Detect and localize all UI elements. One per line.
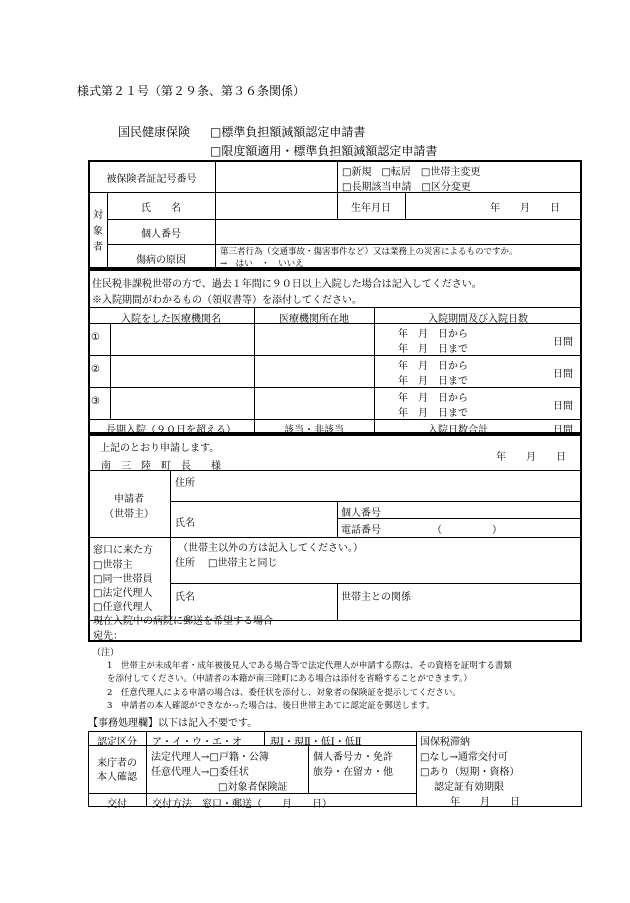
tax-yes-option[interactable]: □あり（短期・資格） bbox=[420, 767, 520, 778]
applicant-name-label: 氏名 bbox=[175, 518, 195, 529]
total-days-value[interactable]: 日間 bbox=[553, 425, 573, 436]
col-hospital-name: 入院をした医療機関名 bbox=[121, 314, 221, 325]
visitor-check-label: 来庁者の bbox=[97, 758, 137, 769]
birth-label: 生年月日 bbox=[351, 203, 391, 214]
note-item: 2 任意代理人による申請の場合は、委任状を添付し、対象者の保険証を提示してください。 bbox=[107, 688, 461, 698]
hospital-location-field-2[interactable] bbox=[255, 356, 373, 386]
title-prefix: 国民健康保険 bbox=[118, 125, 191, 139]
applicant-phone-label: 電話番号 bbox=[341, 525, 381, 536]
insurance-card-check[interactable]: □対象者保険証 bbox=[218, 782, 288, 793]
title-line1[interactable]: □標準負担額減額認定申請書 bbox=[210, 125, 366, 139]
visitor-check-sublabel: 本人確認 bbox=[97, 772, 137, 783]
period-from-3[interactable]: 年 月 日から bbox=[398, 393, 468, 404]
note-item: 1 世帯主が未成年者・成年被後見人である場合等で法定代理人が申請する際は、その資格を証明する書類 bbox=[107, 661, 512, 671]
cause-question: 第三者行為（交通事故・傷害事件など）又は業務上の災害によるものですか。 bbox=[220, 247, 518, 257]
applicant-phone-field[interactable]: （ ） bbox=[432, 525, 502, 536]
applicant-label: 申請者 bbox=[114, 494, 144, 505]
name-label: 氏 名 bbox=[141, 203, 181, 214]
applicant-name-field[interactable] bbox=[200, 503, 335, 535]
mailing-address-label: 宛先： bbox=[93, 631, 123, 642]
issue-method[interactable]: 交付方法 窓口・郵送（ 月 日） bbox=[152, 799, 332, 810]
period-days-1[interactable]: 日間 bbox=[553, 337, 573, 348]
office-header: 【事務処理欄】以下は記入不要です。 bbox=[88, 718, 258, 729]
visitor-option-voluntary-rep[interactable]: □任意代理人 bbox=[93, 602, 153, 613]
hospitalization-note2: ※入院期間がわかるもの（領収書等）を添付してください。 bbox=[92, 295, 362, 306]
birth-date-field[interactable]: 年 月 日 bbox=[490, 203, 560, 214]
period-from-1[interactable]: 年 月 日から bbox=[398, 329, 468, 340]
row-number: ③ bbox=[91, 396, 100, 407]
application-statement: 上記のとおり申請します。 bbox=[100, 443, 220, 454]
application-date[interactable]: 年 月 日 bbox=[496, 452, 566, 463]
personal-number-field[interactable] bbox=[216, 220, 581, 243]
name-field[interactable] bbox=[216, 193, 336, 218]
visitor-relation-label: 世帯主との関係 bbox=[341, 592, 411, 603]
total-days-label: 入院日数合計 bbox=[428, 425, 488, 436]
period-days-2[interactable]: 日間 bbox=[553, 369, 573, 380]
period-to-2[interactable]: 年 月 日まで bbox=[398, 376, 468, 387]
visitor-option-householder[interactable]: □世帯主 bbox=[93, 560, 133, 571]
note-item: 3 申請者の本人確認ができなかった場合は、後日世帯主あてに認定証を郵送します。 bbox=[107, 701, 435, 711]
voluntary-rep-docs[interactable]: 任意代理人→□委任状 bbox=[151, 767, 249, 778]
period-to-3[interactable]: 年 月 日まで bbox=[398, 408, 468, 419]
applicant-id-field[interactable] bbox=[390, 502, 580, 517]
hospitalization-note1: 住民税非課税世帯の方で、過去１年間に９０日以上入院した場合は記入してください。 bbox=[92, 279, 482, 290]
long-term-label: 長期入院（９０日を超える） bbox=[106, 425, 236, 436]
target-person-label: 対象者 bbox=[93, 210, 103, 253]
cert-class-value[interactable]: ア・イ・ウ・エ・オ bbox=[152, 737, 242, 748]
hospital-name-field-2[interactable] bbox=[111, 356, 253, 386]
application-type-checks-1[interactable]: □新規 □転居 □世帯主変更 bbox=[342, 167, 481, 178]
mailing-address-field[interactable] bbox=[125, 623, 580, 640]
hospital-location-field-1[interactable] bbox=[255, 324, 373, 354]
validity-label: 認定証有効期限 bbox=[434, 782, 504, 793]
visitor-same-as-householder[interactable]: □世帯主と同じ bbox=[208, 558, 278, 569]
id-docs-1[interactable]: 個人番号カ・免許 bbox=[313, 752, 393, 763]
applicable-choice[interactable]: 該当・非該当 bbox=[284, 425, 344, 436]
application-type-checks-2[interactable]: □長期該当申請 □区分変更 bbox=[342, 182, 471, 193]
hospital-name-field-1[interactable] bbox=[111, 324, 253, 354]
issue-label: 交付 bbox=[107, 799, 127, 810]
visitor-option-household-member[interactable]: □同一世帯員 bbox=[93, 574, 153, 585]
visitor-option-legal-rep[interactable]: □法定代理人 bbox=[93, 588, 153, 599]
hospital-name-field-3[interactable] bbox=[111, 388, 253, 418]
visitor-instruction: （世帯主以外の方は記入してください。） bbox=[178, 543, 363, 554]
card-number-field[interactable] bbox=[216, 162, 336, 191]
notes-header: （注） bbox=[92, 648, 120, 658]
card-number-label: 被保険者証記号番号 bbox=[106, 174, 197, 185]
cause-label: 傷病の原因 bbox=[136, 255, 186, 266]
applicant-id-label: 個人番号 bbox=[341, 508, 381, 519]
validity-value[interactable]: 年 月 日 bbox=[450, 797, 520, 808]
legal-rep-docs[interactable]: 法定代理人→□戸籍・公簿 bbox=[151, 752, 269, 763]
mailing-note: 現在入院中の病院に郵送を希望する場合 bbox=[93, 616, 273, 627]
period-from-2[interactable]: 年 月 日から bbox=[398, 361, 468, 372]
period-days-3[interactable]: 日間 bbox=[553, 401, 573, 412]
title-line2[interactable]: □限度額適用・標準負担額減額認定申請書 bbox=[210, 144, 438, 158]
period-to-1[interactable]: 年 月 日まで bbox=[398, 344, 468, 355]
tax-none-option[interactable]: □なし→通常交付可 bbox=[420, 752, 508, 763]
addressee: 南 三 陸 町 長 様 bbox=[101, 461, 221, 472]
note-item: を添付してください。（申請者の本籍が南三陸町にある場合は添付を省略することができます。） bbox=[107, 674, 472, 684]
applicant-address-label: 住所 bbox=[175, 478, 195, 489]
hospital-location-field-3[interactable] bbox=[255, 388, 373, 418]
tax-arrears-label: 国保税滞納 bbox=[420, 737, 470, 748]
income-class[interactable]: 現Ⅰ・現Ⅱ・低Ⅰ・低Ⅱ bbox=[270, 737, 362, 748]
personal-number-label: 個人番号 bbox=[141, 229, 181, 240]
col-hospital-period: 入院期間及び入院日数 bbox=[428, 314, 528, 325]
cert-class-label: 認定区分 bbox=[97, 737, 137, 748]
visitor-relation-field[interactable] bbox=[420, 585, 580, 618]
applicant-sublabel: （世帯主） bbox=[104, 509, 154, 520]
col-hospital-location: 医療機関所在地 bbox=[279, 314, 349, 325]
form-number: 様式第２１号（第２９条、第３６条関係） bbox=[77, 84, 306, 98]
visitor-address-label: 住所 bbox=[175, 558, 195, 569]
row-number: ② bbox=[91, 364, 100, 375]
visitor-label: 窓口に来た方 bbox=[93, 545, 153, 556]
applicant-address-field[interactable] bbox=[200, 472, 580, 499]
id-docs-2[interactable]: 旅券・在留カ・他 bbox=[313, 767, 393, 778]
visitor-name-label: 氏名 bbox=[175, 592, 195, 603]
cause-answer[interactable]: → はい ・ いいえ bbox=[220, 259, 304, 269]
row-number: ① bbox=[91, 332, 100, 343]
